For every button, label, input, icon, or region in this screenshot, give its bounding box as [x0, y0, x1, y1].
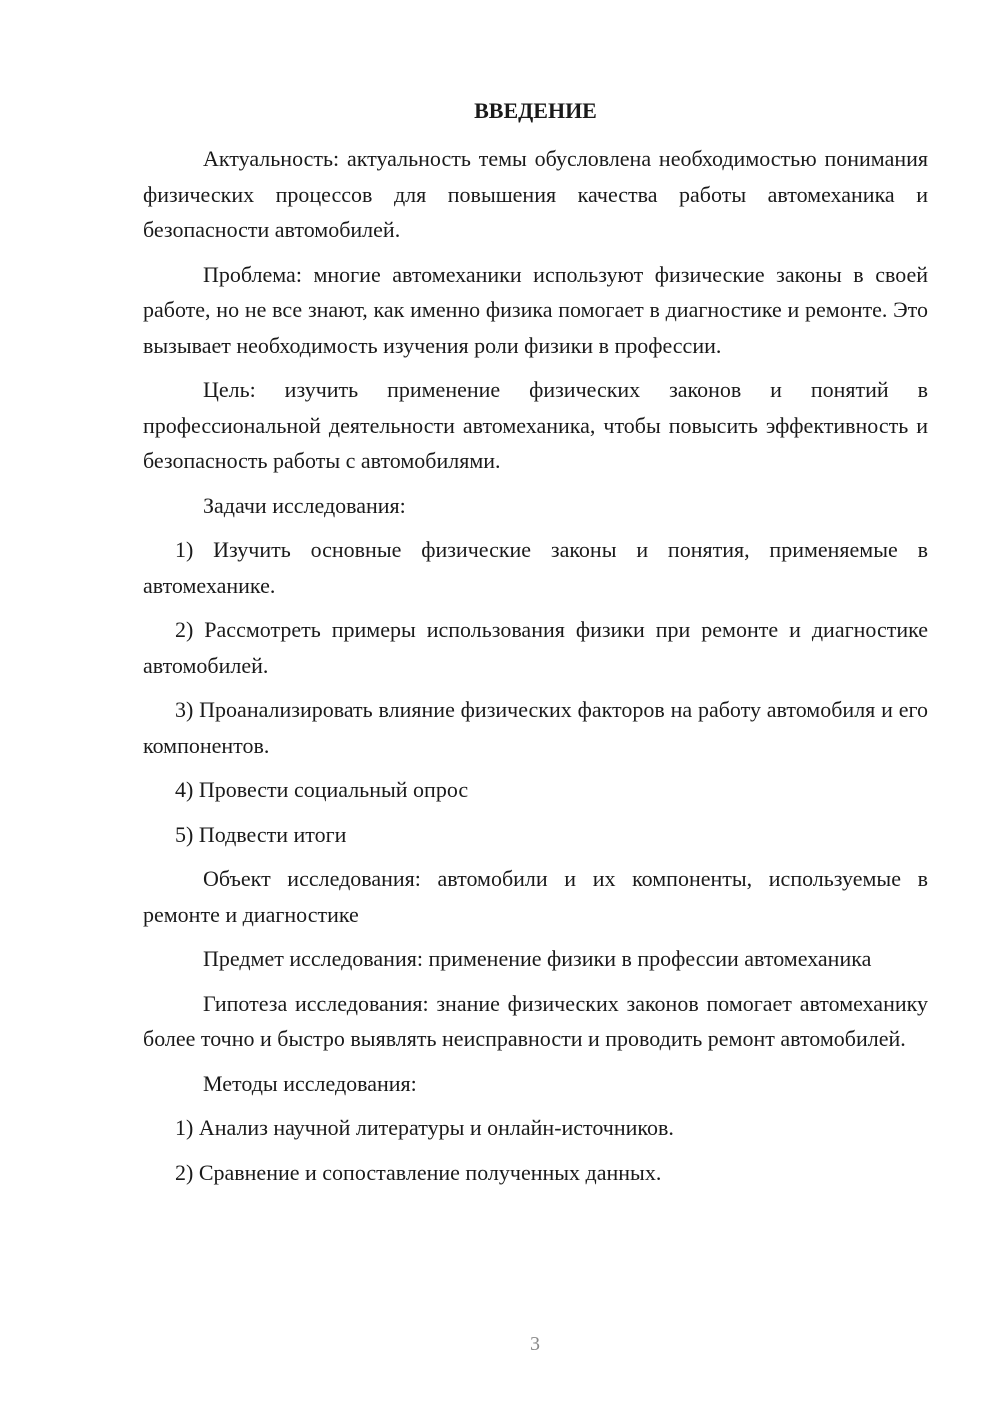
task-item-2: 2) Рассмотреть примеры использования физики при ремонте и диагностике автомобилей. — [143, 617, 928, 678]
paragraph-subject: Предмет исследования: применение физики в профессии автомеханика — [203, 946, 872, 971]
paragraph-problem: Проблема: многие автомеханики используют физические законы в своей работе, но не все знают, как именно физика помогает в диагностике и ремонте. Это вызывает необходимость изучения роли физики в профессии. — [143, 261, 928, 358]
page-content — [143, 95, 928, 1199]
paragraph-object: Объект исследования: автомобили и их компоненты, используемые в ремонте и диагностике — [143, 866, 928, 927]
paragraph-methods-heading: Методы исследования: — [203, 1070, 417, 1096]
task-item-4: 4) Провести социальный опрос — [175, 777, 469, 802]
task-item-5: 5) Подвести итоги — [175, 821, 347, 847]
page-number: 3 — [530, 1333, 540, 1355]
method-item-2: 2) Сравнение и сопоставление полученных данных. — [175, 1159, 662, 1185]
paragraph-relevance: Актуальность: актуальность темы обусловлена необходимостью понимания физических процессов для повышения качества работы автомеханика и безопасности автомобилей. — [143, 146, 928, 242]
paragraph-tasks-heading: Задачи исследования: — [203, 492, 406, 518]
paragraph-goal: Цель: изучить применение физических законов и понятий в профессиональной деятельности автомеханика, чтобы повысить эффективность и безопасность работы с автомобилями. — [143, 377, 928, 473]
method-item-1: 1) Анализ научной литературы и онлайн-источников. — [175, 1115, 674, 1140]
paragraph-hypothesis: Гипотеза исследования: знание физических законов помогает автомеханику более точно и быстро выявлять неисправности и проводить ремонт автомобилей. — [143, 990, 928, 1051]
task-item-1: 1) Изучить основные физические законы и понятия, применяемые в автомеханике. — [143, 537, 928, 598]
page-title: ВВЕДЕНИЕ — [474, 98, 597, 123]
task-item-3: 3) Проанализировать влияние физических факторов на работу автомобиля и его компонентов. — [143, 697, 928, 758]
